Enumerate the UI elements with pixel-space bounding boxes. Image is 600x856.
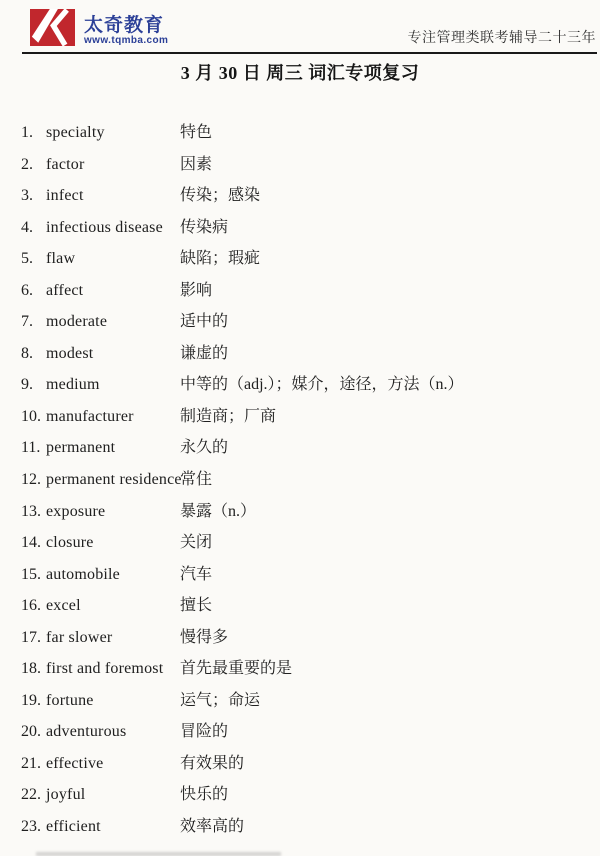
item-number: 4. [21,218,33,236]
item-number: 9. [21,376,33,394]
english-term: fortune [46,691,94,709]
item-number: 8. [21,344,33,362]
english-term: first and foremost [46,660,164,678]
vocab-row [0,338,600,370]
item-number: 12. [21,471,41,489]
english-term: permanent residence [46,471,182,489]
chinese-translation: 常住 [180,471,213,489]
vocab-row [0,779,600,811]
item-number: 13. [21,502,41,520]
english-term: permanent [46,439,116,457]
english-term: excel [46,597,81,615]
english-term: effective [46,754,104,772]
item-number: 19. [21,691,41,709]
item-number: 7. [21,313,33,331]
english-term: moderate [46,313,108,331]
item-number: 18. [21,660,41,678]
vocab-row [0,243,600,275]
vocab-row [0,306,600,338]
english-term: efficient [46,818,101,836]
chinese-translation: 缺陷；瑕疵 [180,250,261,268]
vocab-row [0,149,600,181]
english-term: medium [46,376,100,394]
brand-name: 太奇教育 [84,15,165,36]
vocab-row [0,117,600,149]
chinese-translation: 暴露（n.） [180,502,257,520]
vocab-row [0,653,600,685]
chinese-translation: 传染；感染 [180,187,261,205]
item-number: 10. [21,407,41,425]
vocab-row [0,212,600,244]
english-term: specialty [46,124,105,141]
vocab-row [0,559,600,591]
english-term: affect [46,281,84,299]
item-number: 17. [21,628,41,646]
chinese-translation: 中等的（adj.）；媒介，途径，方法（n.） [180,376,464,394]
english-term: automobile [46,565,120,583]
brand-website: www.tqmba.com [84,35,169,46]
english-term: manufacturer [46,407,134,425]
item-number: 5. [21,250,33,268]
chinese-translation: 特色 [180,124,213,141]
chinese-translation: 制造商；厂商 [180,407,277,425]
chinese-translation: 有效果的 [180,754,245,772]
vocab-list [0,117,600,843]
item-number: 22. [21,786,41,804]
english-term: flaw [46,250,76,268]
item-number: 21. [21,754,41,772]
item-number: 2. [21,155,33,173]
item-number: 3. [21,187,33,205]
chinese-translation: 适中的 [180,313,229,331]
chinese-translation: 永久的 [180,439,229,457]
english-term: exposure [46,502,106,520]
english-term: infect [46,187,84,205]
chinese-translation: 首先最重要的是 [180,660,293,678]
vocab-row [0,748,600,780]
vocab-row [0,811,600,843]
english-term: modest [46,344,94,362]
chinese-translation: 运气；命运 [180,691,261,709]
english-term: joyful [46,786,86,804]
vocab-row [0,464,600,496]
vocab-row [0,590,600,622]
item-number: 6. [21,281,33,299]
vocab-row [0,496,600,528]
vocab-row [0,716,600,748]
taiqi-logo-icon [30,9,75,46]
vocab-row [0,275,600,307]
item-number: 14. [21,534,41,552]
item-number: 23. [21,818,41,836]
item-number: 20. [21,723,41,741]
chinese-translation: 关闭 [180,534,213,552]
header-divider [22,52,597,54]
chinese-translation: 影响 [180,281,213,299]
english-term: infectious disease [46,218,163,236]
item-number: 1. [21,124,33,141]
vocab-row [0,180,600,212]
english-term: far slower [46,628,113,646]
chinese-translation: 因素 [180,155,213,173]
chinese-translation: 传染病 [180,218,229,236]
item-number: 16. [21,597,41,615]
chinese-translation: 谦虚的 [180,344,229,362]
vocab-row [0,685,600,717]
english-term: factor [46,155,85,173]
chinese-translation: 擅长 [180,597,213,615]
page-title: 3 月 30 日 周三 词汇专项复习 [180,63,420,83]
vocab-row [0,369,600,401]
item-number: 15. [21,565,41,583]
item-number: 11. [21,439,41,457]
english-term: closure [46,534,94,552]
chinese-translation: 慢得多 [180,628,229,646]
cutoff-text-artifact [36,852,281,856]
vocab-row [0,622,600,654]
vocab-row [0,527,600,559]
english-term: adventurous [46,723,127,741]
chinese-translation: 快乐的 [180,786,229,804]
chinese-translation: 冒险的 [180,723,229,741]
chinese-translation: 效率高的 [180,818,245,836]
vocab-row [0,432,600,464]
header-tagline: 专注管理类联考辅导二十三年 [407,31,596,46]
chinese-translation: 汽车 [180,565,213,583]
vocab-row [0,401,600,433]
